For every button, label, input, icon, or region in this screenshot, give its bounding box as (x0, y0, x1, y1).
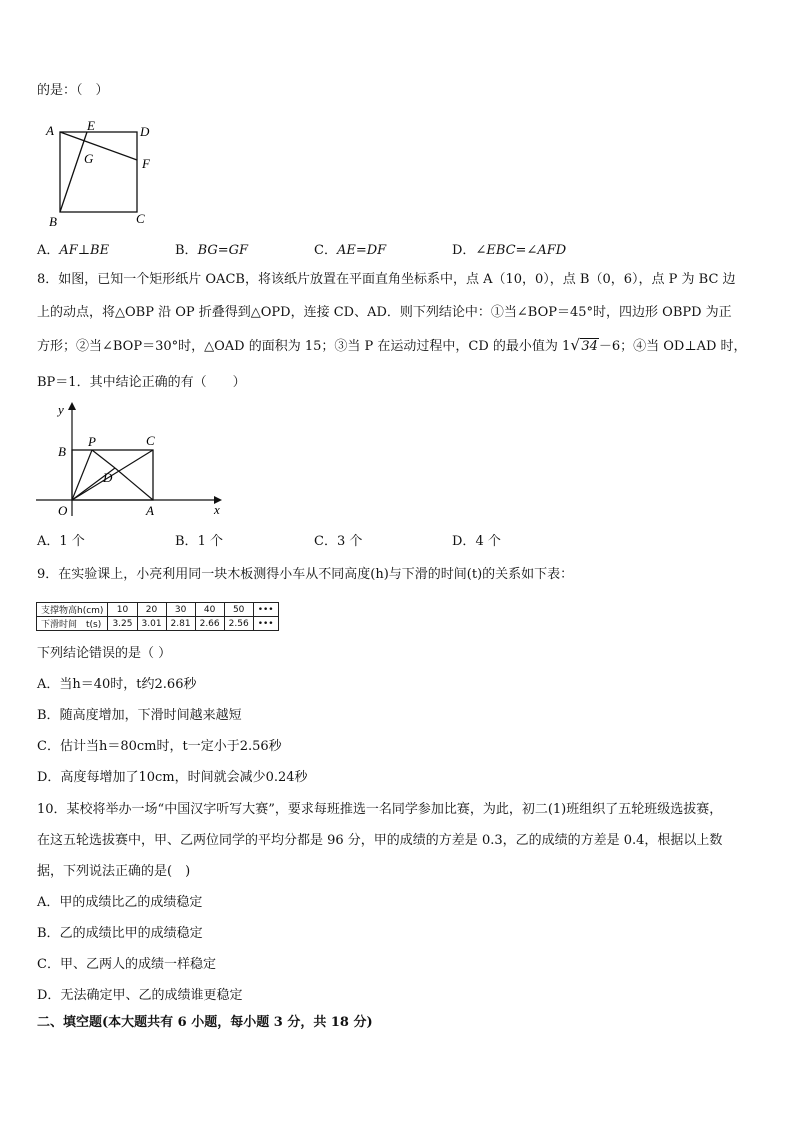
q9-cell: 2.81 (166, 617, 195, 631)
q7-label-c: C (136, 211, 145, 226)
q7-label-g: G (84, 151, 94, 166)
q9-cell: 20 (137, 603, 166, 617)
q8-line-da (115, 468, 153, 500)
q8-line-pd (92, 450, 115, 468)
q10-line-3: 据，下列说法正确的是( ) (37, 864, 191, 879)
q9-cell: 3.25 (108, 617, 137, 631)
q9-cell: 30 (166, 603, 195, 617)
q7-square (60, 132, 137, 212)
q10-option-c: C．甲、乙两人的成绩一样稳定 (37, 957, 216, 972)
q7-label-e: E (87, 118, 95, 133)
q7-option-c: C．AE=DF (314, 243, 387, 258)
q8-y-arrow (68, 402, 76, 410)
q8-option-a: A．1 个 (37, 534, 85, 549)
q10-line-2: 在这五轮选拔赛中，甲、乙两位同学的平均分都是 96 分，甲的成绩的方差是 0.3，乙的成绩的方差是 0.4，根据以上数 (37, 833, 723, 848)
q7-label-d: D (140, 124, 150, 139)
q8-option-b: B．1 个 (175, 534, 223, 549)
q8-line-3: 方形；②当∠BOP＝30°时，△OAD 的面积为 15；③当 P 在运动过程中，CD 的最小值为 1 √ 34－6；④当 OD⊥AD 时， (37, 336, 747, 354)
q9-option-d: D．高度每增加了10cm，时间就会减少0.24秒 (37, 770, 308, 785)
q9-option-a: A．当h＝40时，t约2.66秒 (37, 677, 197, 692)
q7-stem-tail: 的是：（ ） (37, 83, 109, 98)
q10-line-1: 10．某校将举办一场“中国汉字听写大赛”，要求每班推选一名同学参加比赛，为此，初二(1)班组织了五轮班级选拔赛， (37, 802, 723, 817)
q8-line-4: BP＝1．其中结论正确的有（ ） (37, 375, 246, 390)
q8-label-x: x (214, 502, 220, 517)
q7-figure (40, 116, 170, 230)
table-row (37, 617, 279, 631)
q9-cell: 40 (195, 603, 224, 617)
q9-stem: 9．在实验课上，小亮利用同一块木板测得小车从不同高度(h)与下滑的时间(t)的关系如下表： (37, 567, 574, 582)
q8-label-c: C (146, 433, 155, 448)
q8-line-1: 8．如图，已知一个矩形纸片 OACB，将该纸片放置在平面直角坐标系中，点 A（10，0），点 B（0，6），点 P 为 BC 边 (37, 272, 736, 287)
q8-sqrt: √ 34 (570, 336, 598, 354)
q8-label-o: O (58, 503, 68, 518)
q9-cell: 2.66 (195, 617, 224, 631)
q9-cell: 3.01 (137, 617, 166, 631)
q8-label-y: y (58, 402, 64, 417)
q9-row2-header: 下滑时间 t(s) (37, 617, 108, 631)
q9-cell: ••• (253, 603, 278, 617)
q8-option-c: C．3 个 (314, 534, 363, 549)
q10-option-d: D．无法确定甲、乙的成绩谁更稳定 (37, 988, 243, 1003)
q8-line-oc (72, 450, 153, 500)
q9-cell: ••• (253, 617, 278, 631)
q7-option-d: D．∠EBC=∠AFD (452, 243, 567, 258)
q7-option-b: B．BG=GF (175, 243, 249, 258)
q9-cell: 50 (224, 603, 253, 617)
q8-option-d: D．4 个 (452, 534, 501, 549)
q10-option-b: B．乙的成绩比甲的成绩稳定 (37, 926, 203, 941)
q9-cell: 10 (108, 603, 137, 617)
q7-option-a: A．AF⊥BE (37, 243, 110, 258)
q7-label-a: A (46, 123, 54, 138)
q8-figure (36, 398, 232, 520)
q8-label-p: P (88, 434, 96, 449)
section-2-title: 二、填空题(本大题共有 6 小题，每小题 3 分，共 18 分) (37, 1015, 373, 1030)
q8-label-d: D (103, 470, 113, 485)
q7-line-be (60, 132, 87, 212)
q9-option-b: B．随高度增加，下滑时间越来越短 (37, 708, 242, 723)
q10-option-a: A．甲的成绩比乙的成绩稳定 (37, 895, 203, 910)
table-row (37, 603, 279, 617)
q7-label-f: F (142, 156, 150, 171)
q9-prompt: 下列结论错误的是（ ） (37, 646, 172, 661)
q8-line-2: 上的动点，将△OBP 沿 OP 折叠得到△OPD，连接 CD、AD．则下列结论中：①当∠BOP＝45°时，四边形 OBPD 为正 (37, 305, 732, 320)
q8-label-b: B (58, 444, 66, 459)
q7-label-b: B (49, 214, 57, 229)
q8-label-a: A (146, 503, 154, 518)
q7-line-af (60, 132, 137, 160)
q9-row1-header: 支撑物高h(cm) (37, 603, 108, 617)
q9-data-table (36, 602, 279, 631)
q9-cell: 2.56 (224, 617, 253, 631)
q9-option-c: C．估计当h＝80cm时，t一定小于2.56秒 (37, 739, 282, 754)
